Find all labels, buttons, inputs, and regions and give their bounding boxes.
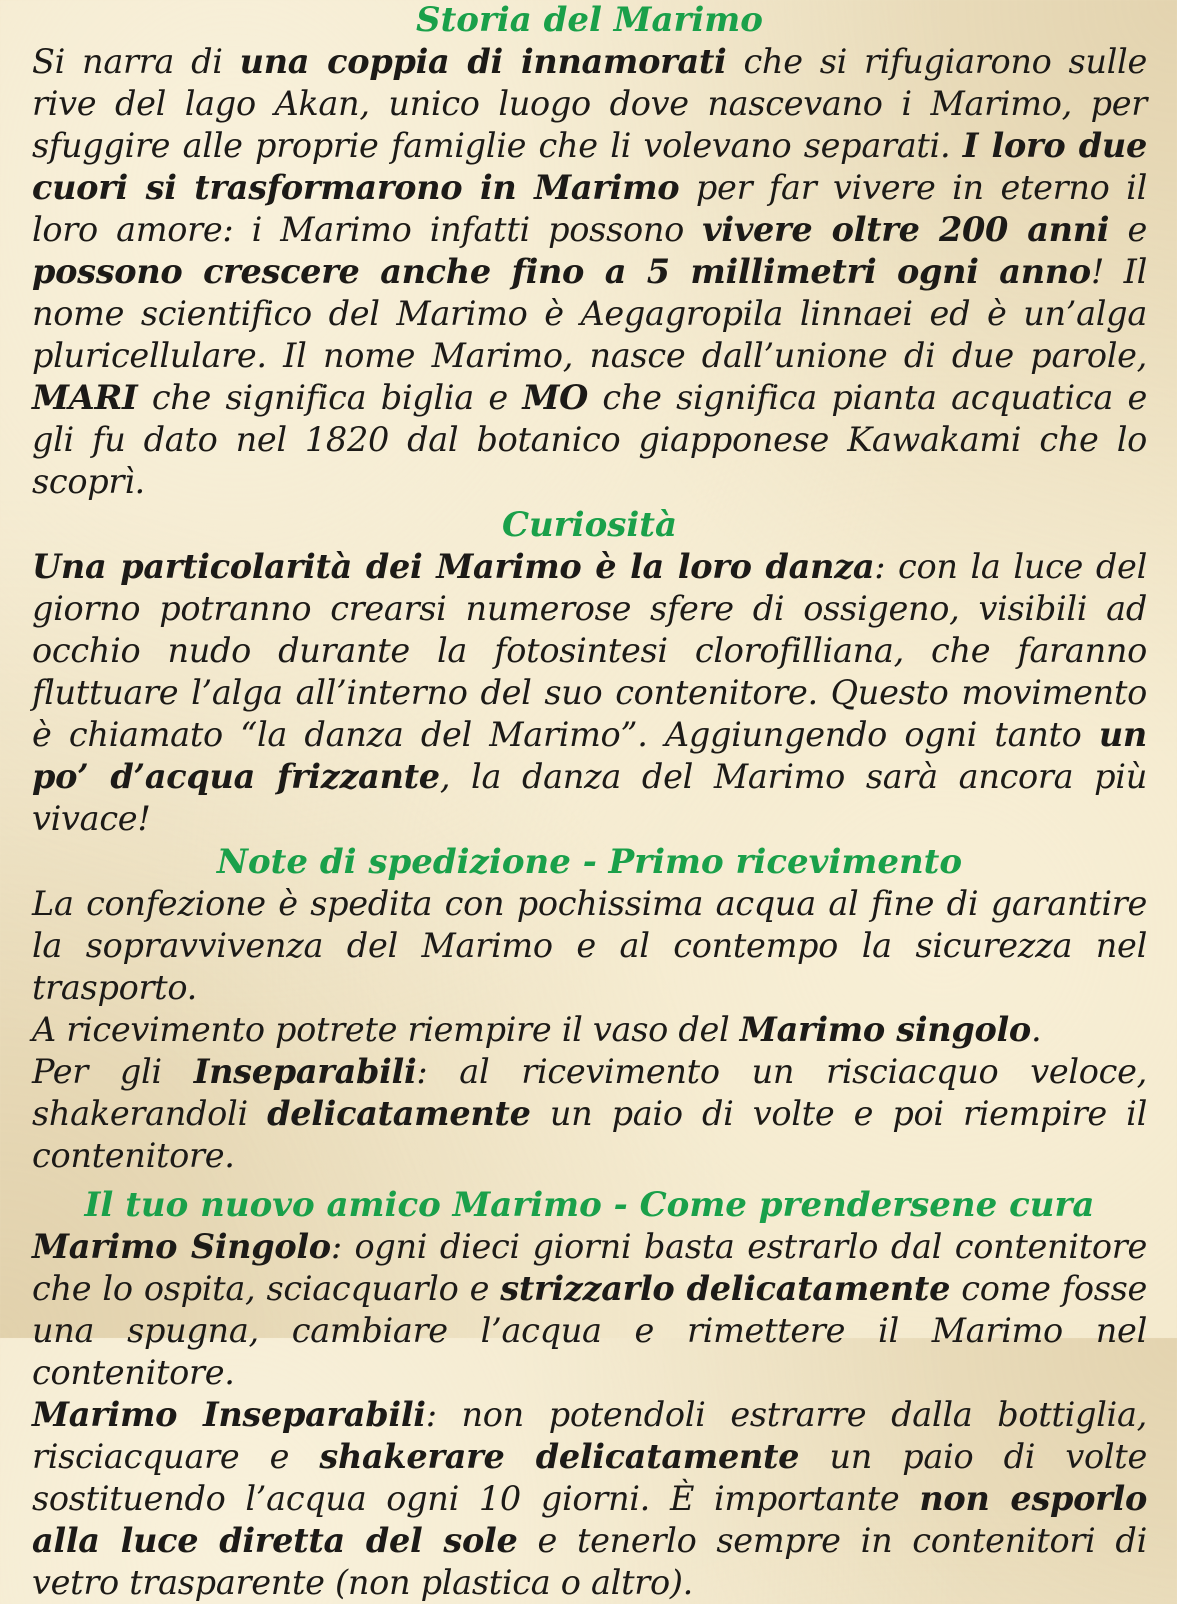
section-title-curiosita: Curiosità — [501, 505, 678, 545]
bold-span: vivere oltre 200 anni — [702, 210, 1110, 249]
bold-span: Una particolarità dei Marimo è la loro danza — [32, 547, 875, 586]
section-title-cura: Il tuo nuovo amico Marimo - Come prendersene cura — [84, 1185, 1095, 1225]
text-span: : ogni dieci giorni basta estrarlo dal contenitore che lo ospita, sciacquarlo e — [32, 1227, 1147, 1308]
bold-span: Inseparabili — [193, 1052, 417, 1091]
text-span: che si rifugiarono sulle rive del lago Akan, unico luogo dove nascevano i Marimo, per sfuggire alle proprie famiglie che li volevano separati. — [32, 42, 1147, 165]
text-span: un paio di volte sostituendo l’acqua ogni 10 giorni. È importante — [32, 1437, 1147, 1518]
paragraph-spedizione-3 — [32, 1051, 1147, 1177]
text-span: e — [1109, 210, 1147, 249]
text-span: ! Il nome scientifico del Marimo è Aegagropila linnaei ed è un’alga pluricellulare. Il nome Marimo, nasce dall’unione di due parole, — [32, 252, 1147, 375]
bold-span: una coppia di innamorati — [239, 42, 727, 81]
bold-span: Marimo singolo — [739, 1010, 1031, 1049]
paragraph-curiosita — [32, 546, 1147, 840]
paragraph-spedizione-2 — [32, 1009, 1147, 1051]
bold-span: MO — [522, 378, 588, 417]
text-span: che significa pianta acquatica e gli fu dato nel 1820 dal botanico giapponese Kawakami che lo scoprì. — [32, 378, 1147, 501]
bold-span: possono crescere anche fino a 5 millimetri ogni anno — [32, 252, 1091, 291]
text-span: . — [1030, 1010, 1042, 1049]
text-span: per far vivere in eterno il loro amore: i Marimo infatti possono — [32, 168, 1147, 249]
paragraph-cura-2 — [32, 1394, 1147, 1604]
paragraph-storia — [32, 41, 1147, 503]
paragraph-cura-1 — [32, 1226, 1147, 1394]
bold-span: shakerare delicatamente — [319, 1437, 800, 1476]
bold-span: non esporlo alla luce diretta del sole — [32, 1479, 1147, 1560]
section-title-storia: Storia del Marimo — [416, 0, 763, 40]
bold-span: Marimo Singolo — [32, 1227, 331, 1266]
text-span: : al ricevimento un risciacquo veloce, shakerandoli — [32, 1052, 1147, 1133]
text-span: un paio di volte e poi riempire il contenitore. — [32, 1094, 1147, 1175]
text-span: : non potendoli estrarre dalla bottiglia, risciacquare e — [32, 1395, 1147, 1476]
section-title-spedizione: Note di spedizione - Primo ricevimento — [216, 842, 963, 882]
text-span: A ricevimento potrete riempire il vaso del — [32, 1010, 740, 1049]
bold-span: I loro due cuori si trasformarono in Marimo — [32, 126, 1147, 207]
bold-span: Marimo Inseparabili — [32, 1395, 426, 1434]
text-span: e tenerlo sempre in contenitori di vetro trasparente (non plastica o altro). — [32, 1521, 1147, 1602]
bold-span: un po’ d’acqua frizzante — [32, 715, 1147, 796]
text-span: come fosse una spugna, cambiare l’acqua e rimettere il Marimo nel contenitore. — [32, 1269, 1148, 1392]
bold-span: delicatamente — [267, 1094, 531, 1133]
bold-span: strizzarlo delicatamente — [500, 1269, 951, 1308]
text-span: : con la luce del giorno potranno crearsi numerose sfere di ossigeno, visibili ad occhio nudo durante la fotosintesi clorofilliana, che faranno fluttuare l’alga all’interno del suo contenitore. Questo movimento è chiamato “la danza del Marimo”. Aggiungendo ogni tanto — [32, 547, 1147, 754]
paragraph-spedizione-1: La confezione è spedita con pochissima acqua al fine di garantire la sopravvivenza del Marimo e al contempo la sicurezza nel trasporto. — [32, 884, 1147, 1007]
text-span: , la danza del Marimo sarà ancora più vivace! — [32, 757, 1147, 838]
text-span: che significa biglia e — [137, 378, 523, 417]
text-span: Si narra di — [32, 42, 240, 81]
text-span: Per gli — [32, 1052, 194, 1091]
bold-span: MARI — [32, 378, 138, 417]
